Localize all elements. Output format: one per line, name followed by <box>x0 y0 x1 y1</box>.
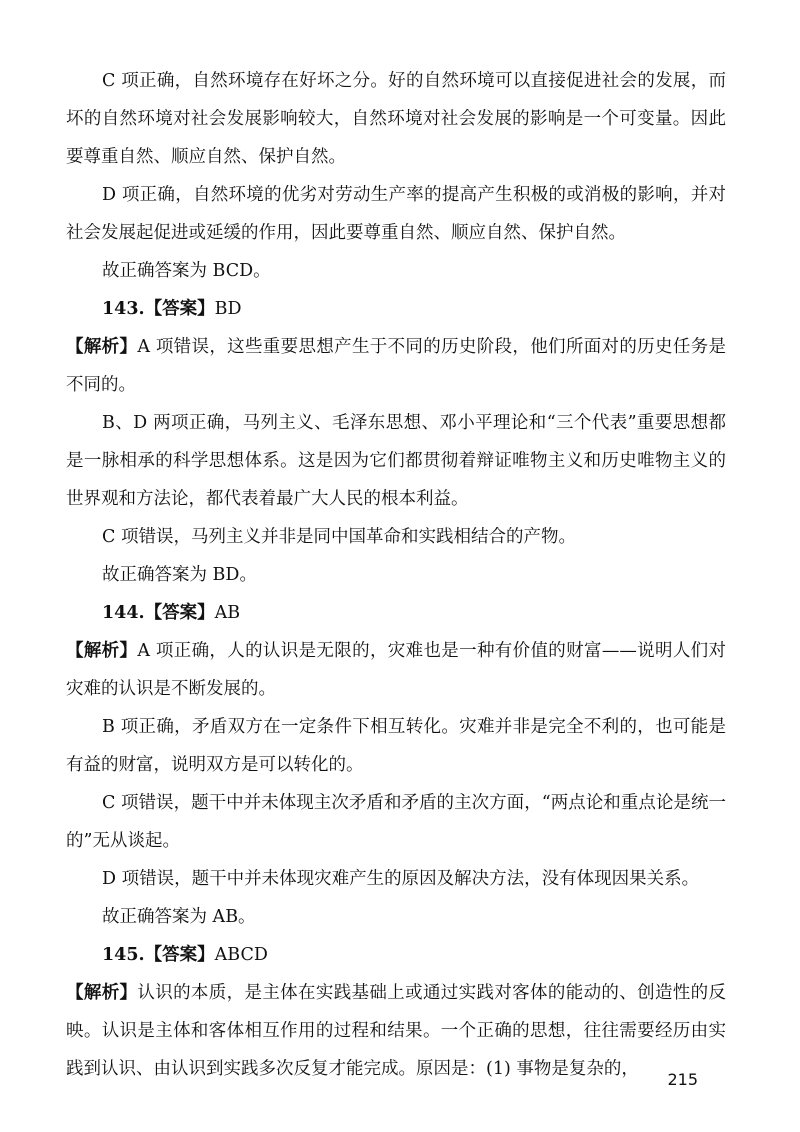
paragraph <box>66 252 726 290</box>
paragraph <box>66 898 726 936</box>
paragraph-text: C 项正确，自然环境存在好坏之分。好的自然环境可以直接促进社会的发展，而坏的自然环境对社会发展影响较大，自然环境对社会发展的影响是一个可变量。因此要尊重自然、顺应自然、保护自然。 <box>66 71 726 167</box>
paragraph-text: C 项错误，马列主义并非是同中国革命和实践相结合的产物。 <box>102 527 576 547</box>
paragraph-text: C 项错误，题干中并未体现主次矛盾和矛盾的主次方面，“两点论和重点论是统一的”无从谈起。 <box>66 793 726 851</box>
paragraph-text: 认识的本质，是主体在实践基础上或通过实践对客体的能动的、创造性的反映。认识是主体和客体相互作用的过程和结果。一个正确的思想，往往需要经历由实践到认识、由认识到实践多次反复才能完成。原因是：(1) 事物是复杂的， <box>66 983 726 1079</box>
answer-value: ABCD <box>214 945 268 965</box>
answer-value: BD <box>214 299 242 319</box>
analysis-label: 【解析】 <box>66 641 138 661</box>
paragraph-text: 故正确答案为 BCD。 <box>102 261 271 281</box>
paragraph-text: B、D 两项正确，马列主义、毛泽东思想、邓小平理论和“三个代表”重要思想都是一脉相承的科学思想体系。这是因为它们都贯彻着辩证唯物主义和历史唯物主义的世界观和方法论，都代表着最广大人民的根本利益。 <box>66 413 726 509</box>
paragraph <box>66 860 726 898</box>
answer-label: 144.【答案】 <box>102 603 215 623</box>
answer-value: AB <box>214 603 241 623</box>
answer-line <box>66 936 726 974</box>
analysis-paragraph <box>66 632 726 708</box>
analysis-paragraph <box>66 328 726 404</box>
analysis-label: 【解析】 <box>66 983 138 1003</box>
paragraph-text: A 项正确，人的认识是无限的，灾难也是一种有价值的财富——说明人们对灾难的认识是不断发展的。 <box>66 641 727 699</box>
paragraph-text: A 项错误，这些重要思想产生于不同的历史阶段，他们所面对的历史任务是不同的。 <box>66 337 726 395</box>
paragraph <box>66 556 726 594</box>
paragraph-text: B 项正确，矛盾双方在一定条件下相互转化。灾难并非是完全不利的，也可能是有益的财富，说明双方是可以转化的。 <box>66 717 726 775</box>
paragraph <box>66 62 726 176</box>
paragraph-text: 故正确答案为 BD。 <box>102 565 257 585</box>
paragraph <box>66 784 726 860</box>
paragraph <box>66 176 726 252</box>
answer-line <box>66 594 726 632</box>
answer-line <box>66 290 726 328</box>
analysis-paragraph <box>66 974 726 1088</box>
paragraph-text: D 项正确，自然环境的优劣对劳动生产率的提高产生积极的或消极的影响，并对社会发展起促进或延缓的作用，因此要尊重自然、顺应自然、保护自然。 <box>66 185 726 243</box>
page-number: 215 <box>667 1070 698 1089</box>
body-text <box>66 62 726 1088</box>
analysis-label: 【解析】 <box>66 337 138 357</box>
paragraph <box>66 404 726 518</box>
paragraph-text: D 项错误，题干中并未体现灾难产生的原因及解决方法，没有体现因果关系。 <box>102 869 700 889</box>
answer-label: 143.【答案】 <box>102 299 215 319</box>
answer-label: 145.【答案】 <box>102 945 215 965</box>
paragraph <box>66 518 726 556</box>
paragraph-text: 故正确答案为 AB。 <box>102 907 256 927</box>
paragraph <box>66 708 726 784</box>
